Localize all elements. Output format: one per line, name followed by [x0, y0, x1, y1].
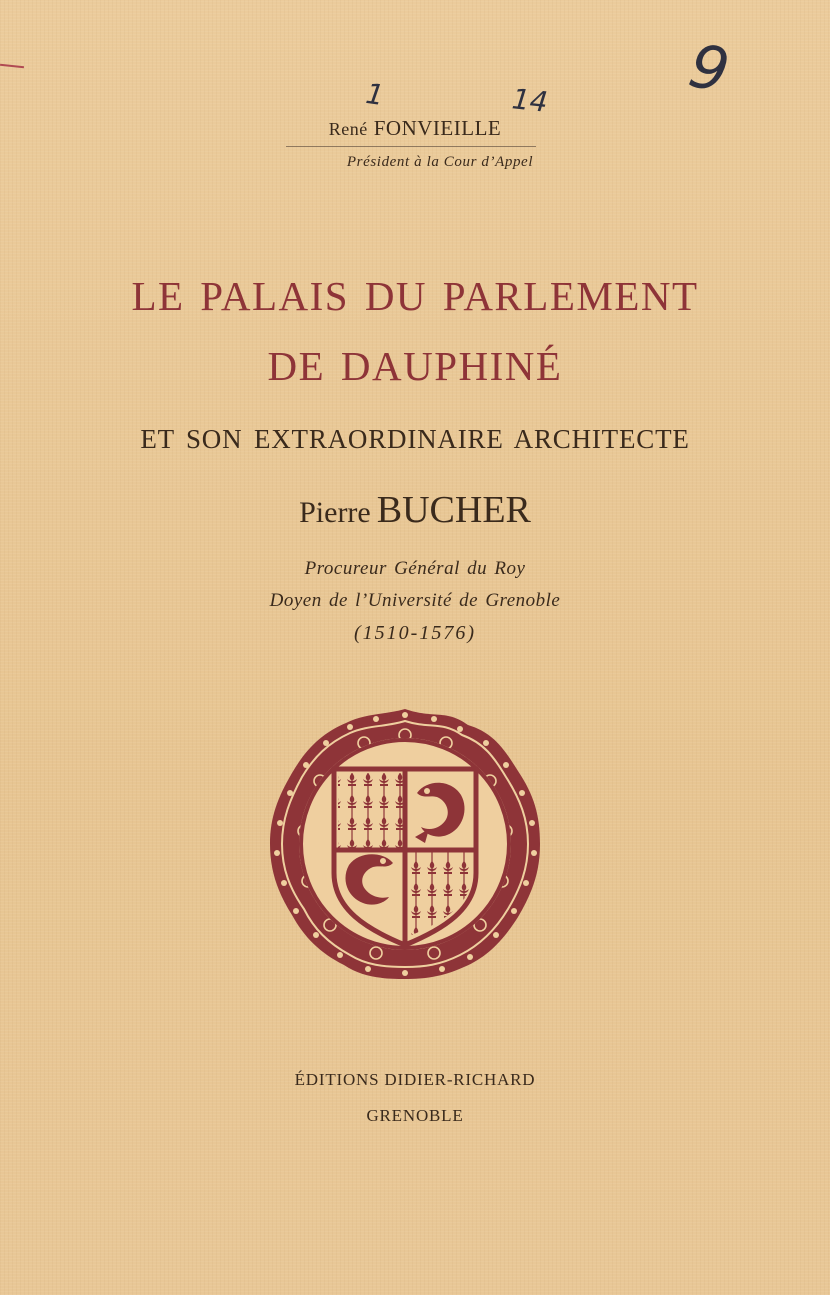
handwritten-mark: 1 [363, 76, 387, 113]
publisher-city: GRENOBLE [366, 1106, 464, 1125]
author-name [0, 116, 830, 141]
author-last-name: FONVIEILLE [373, 116, 502, 140]
handwritten-mark: 14 [510, 82, 550, 119]
subject-name [0, 488, 830, 532]
author-first-name: René [328, 119, 368, 139]
subject-given-name: Pierre [299, 496, 371, 529]
subject-dates: (1510-1576) [354, 622, 476, 644]
margin-mark [0, 64, 24, 68]
title-line-1: LE PALAIS DU PARLEMENT [131, 273, 699, 319]
handwritten-number: 9 [683, 30, 736, 108]
author-role: Président à la Cour d’Appel [346, 154, 534, 170]
subject-surname: BUCHER [376, 489, 531, 531]
subject-role-2: Doyen de l’Université de Grenoble [269, 590, 561, 611]
coat-of-arms-emblem [264, 703, 546, 985]
subtitle: ET SON EXTRAORDINAIRE ARCHITECTE [140, 424, 690, 454]
publisher-name: ÉDITIONS DIDIER-RICHARD [294, 1070, 536, 1089]
title-line-2: DE DAUPHINÉ [267, 343, 563, 389]
subject-role-1: Procureur Général du Roy [304, 558, 526, 579]
author-underline [286, 146, 536, 147]
